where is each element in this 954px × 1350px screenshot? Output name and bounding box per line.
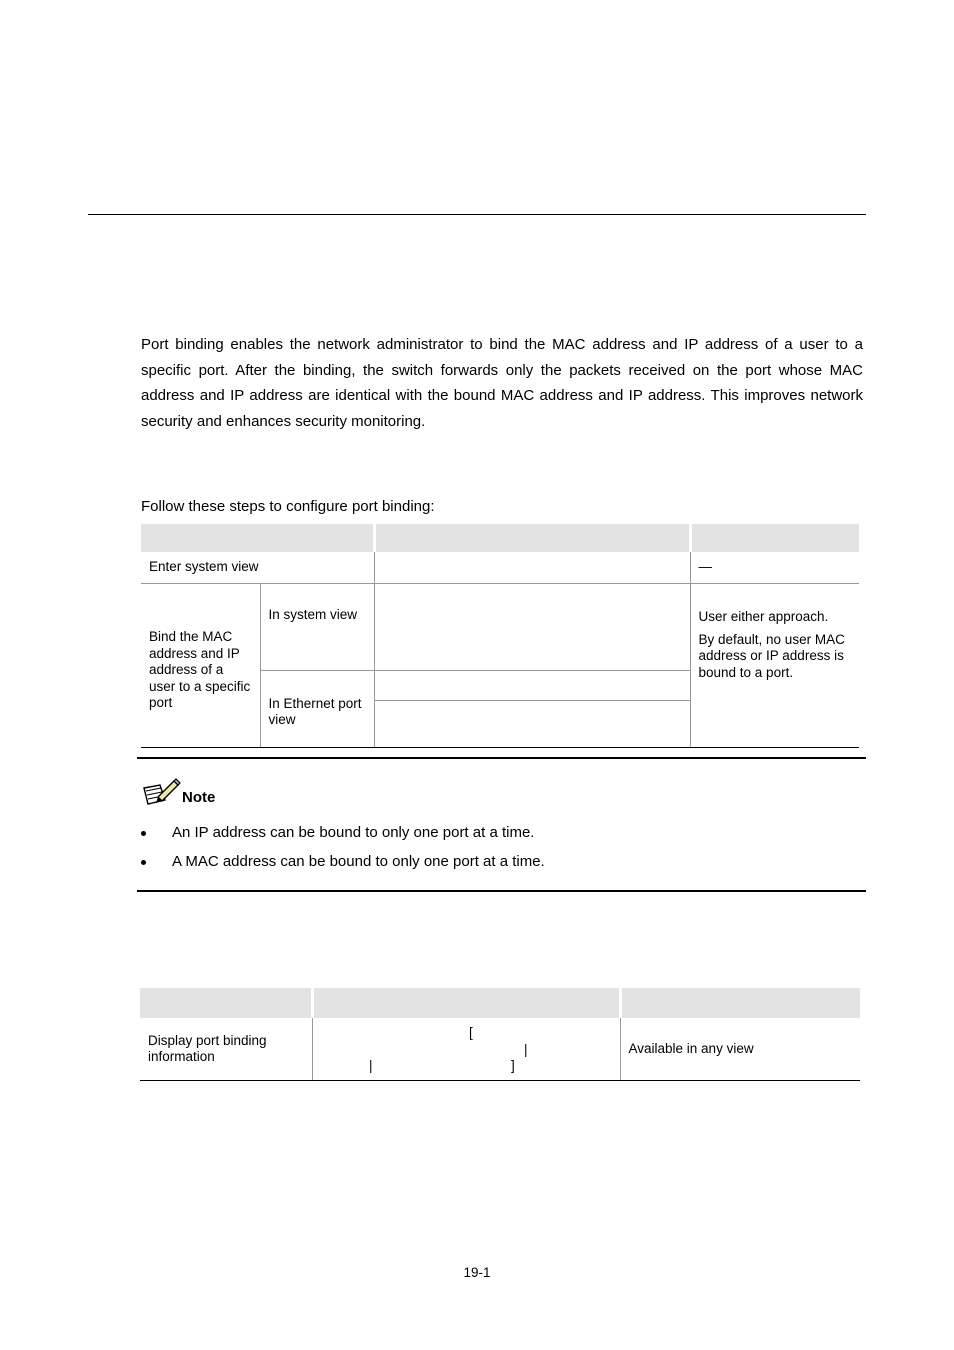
table-row [141,552,859,584]
header-cell [141,524,374,552]
syntax-bracket-open: [ [469,1025,473,1040]
note-pencil-icon [141,776,181,808]
steps-intro: Follow these steps to configure port binding: [141,498,435,515]
overview-paragraph: Port binding enables the network administrator to bind the MAC address and IP address of a user to a specific port. After the binding, the switch forwards only the packets received on the port whose MAC address and IP address are identical with the bound MAC address and IP address. This improves network security and enhances security monitoring. [141,336,863,430]
operation-cell: Enter system view [141,552,374,584]
config-table-header [141,524,859,552]
remarks-line: By default, no user MAC address or IP address is bound to a port. [698,631,845,680]
note-bottom-rule [137,890,866,892]
chapter-rule [88,214,866,215]
sub-view-cell: In Ethernet port view [260,671,374,748]
display-table [140,988,860,1081]
header-cell [374,524,690,552]
sub-view-cell: In system view [260,584,374,671]
command-cell [374,671,690,701]
header-cell [140,988,312,1018]
syntax-pipe: | [369,1058,373,1073]
page-number: 19-1 [463,1265,491,1280]
operation-cell: Bind the MAC address and IP address of a user to a specific port [141,584,260,748]
remarks-line: User either approach. [698,609,829,624]
header-cell [312,988,620,1018]
header-cell [620,988,860,1018]
bullet-dot [141,860,146,865]
note-title: Note [182,789,216,806]
operation-cell: Display port binding information [140,1018,312,1081]
table-row [140,1018,860,1081]
header-cell [690,524,859,552]
command-cell [374,701,690,748]
remarks-cell: Available in any view [620,1018,860,1081]
display-table-header [140,988,860,1018]
command-cell [374,552,690,584]
config-table [141,524,859,748]
syntax-bracket-close: ] [511,1058,515,1073]
table-row [141,584,859,671]
command-cell [312,1018,620,1081]
command-cell [374,584,690,671]
note-top-rule [137,757,866,759]
note-item-text: A MAC address can be bound to only one port at a time. [172,853,545,870]
syntax-pipe: | [524,1042,528,1057]
remarks-cell [690,584,859,748]
note-item-text: An IP address can be bound to only one port at a time. [172,824,535,841]
bullet-dot [141,831,146,836]
remarks-cell: — [690,552,859,584]
